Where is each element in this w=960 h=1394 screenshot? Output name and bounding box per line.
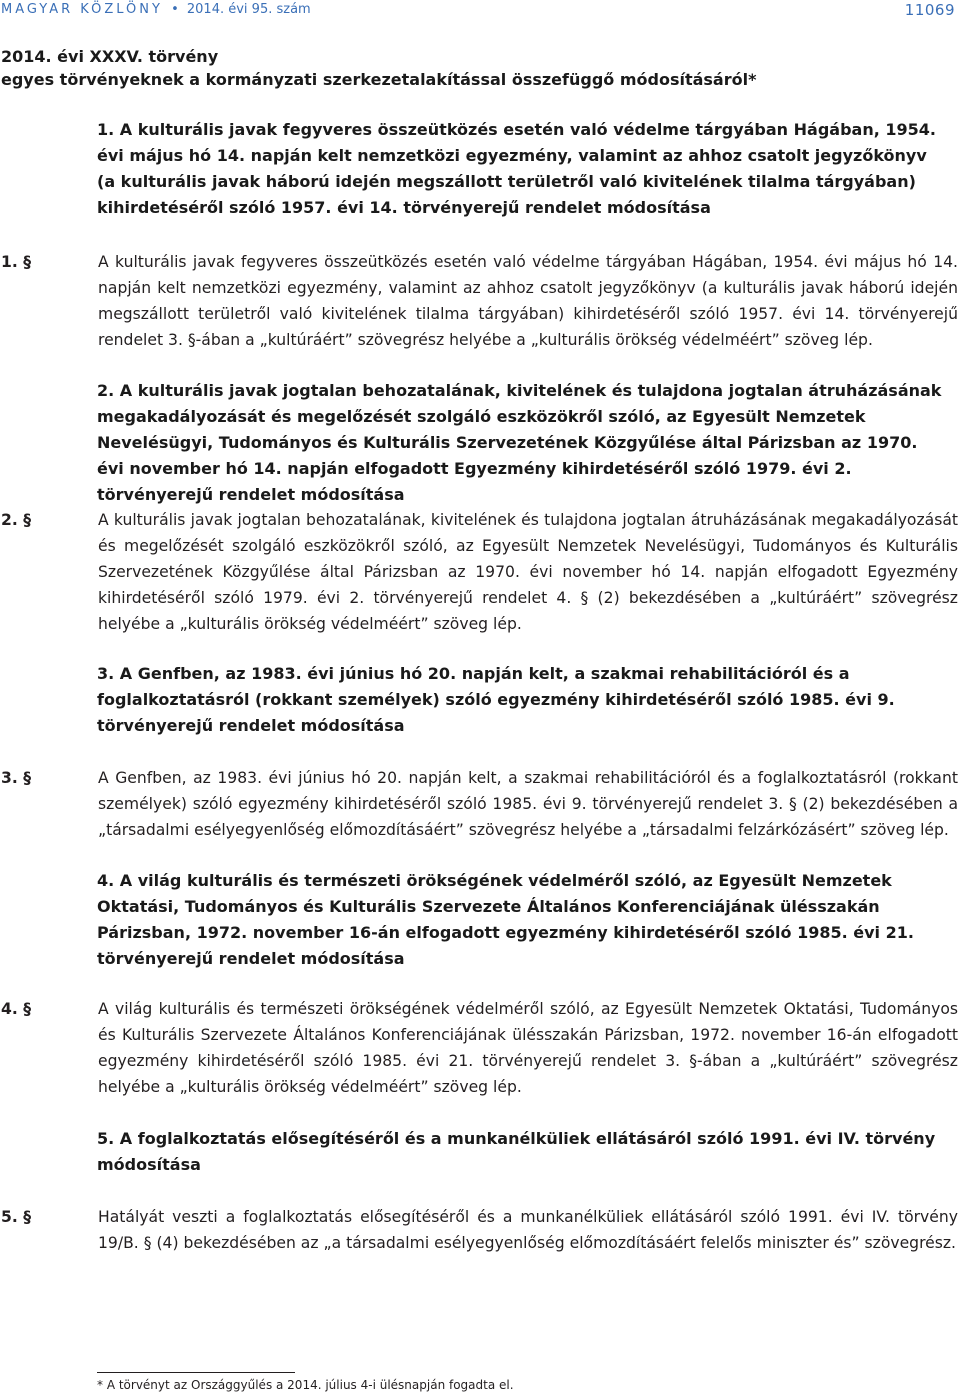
law-title <box>1 45 931 91</box>
page-header <box>1 1 955 19</box>
footnote-divider <box>97 1372 295 1373</box>
paragraph-2 <box>1 507 958 637</box>
paragraph-text-4: A világ kulturális és természeti örökségének védelméről szóló, az Egyesült Nemzetek Oktatási, Tudományos és Kulturális Szervezete Általános Konferenciájának ülésszakán Párizsban, 1972. november 16-án elfogadott egyezmény kihirdetéséről szóló 1985. évi 21. törvényerejű rendelet 3. §-ában a „kultúráért” szövegrész helyébe a „kulturális örökség védelméért” szöveg lép. <box>98 1000 958 1096</box>
paragraph-3 <box>1 765 958 843</box>
header-separator: • <box>171 2 179 17</box>
paragraph-text-1: A kulturális javak fegyveres összeütközés esetén való védelme tárgyában Hágában, 1954. évi május hó 14. napján kelt nemzetközi egyezmény, valamint az ahhoz csatolt jegyzőkönyv (a kulturális javak háború idején megszállott területről való kivitelének tilalma tárgyában) kihirdetéséről szóló 1957. évi 14. törvényerejű rendelet 3. §-ában a „kultúráért” szövegrész helyébe a „kulturális örökség védelméért” szöveg lép. <box>98 253 958 349</box>
section-heading-2: 2. A kulturális javak jogtalan behozatalának, kivitelének és tulajdona jogtalan átruházásának megakadályozását és megelőzését szolgáló eszközökről szóló, az Egyesült Nemzetek Nevelésügyi, Tudományos és Kulturális Szervezetének Közgyűlése által Párizsban az 1970. évi november hó 14. napján elfogadott Egyezmény kihirdetéséről szóló 1979. évi 2. törvényerejű rendelet módosítása <box>97 381 942 504</box>
paragraph-1 <box>1 249 958 353</box>
paragraph-text-3: A Genfben, az 1983. évi június hó 20. napján kelt, a szakmai rehabilitációról és a foglalkoztatásról (rokkant személyek) szóló egyezmény kihirdetéséről szóló 1985. évi 9. törvényerejű rendelet 3. § (2) bekezdésében a „társadalmi esélyegyenlőség előmozdításáért” szövegrész helyébe a „társadalmi felzárkózásért” szöveg lép. <box>98 769 958 839</box>
paragraph-text-5: Hatályát veszti a foglalkoztatás elősegítéséről és a munkanélküliek ellátásáról szóló 1991. évi IV. törvény 19/B. § (4) bekezdésében az „a társadalmi esélyegyenlőség előmozdításáért felelős miniszter és” szövegrész. <box>98 1208 958 1252</box>
section-heading-4: 4. A világ kulturális és természeti örökségének védelméről szóló, az Egyesült Nemzetek Oktatási, Tudományos és Kulturális Szervezete Általános Konferenciájának ülésszakán Párizsban, 1972. november 16-án elfogadott egyezmény kihirdetéséről szóló 1985. évi 21. törvényerejű rendelet módosítása <box>97 871 914 968</box>
paragraph-number-3: 3. § <box>1 769 31 787</box>
paragraph-number-2: 2. § <box>1 511 31 529</box>
paragraph-number-5: 5. § <box>1 1208 31 1226</box>
section-heading-3: 3. A Genfben, az 1983. évi június hó 20. napján kelt, a szakmai rehabilitációról és a foglalkoztatásról (rokkant személyek) szóló egyezmény kihirdetéséről szóló 1985. évi 9. törvényerejű rendelet módosítása <box>97 664 895 735</box>
law-title-number: 2014. évi XXXV. törvény <box>1 47 219 66</box>
paragraph-number-1: 1. § <box>1 253 31 271</box>
footnote: * A törvényt az Országgyűlés a 2014. július 4-i ülésnapján fogadta el. <box>97 1378 514 1392</box>
issue-label: 2014. évi 95. szám <box>186 2 311 17</box>
paragraph-5 <box>1 1204 958 1256</box>
journal-name: MAGYAR KÖZLÖNY <box>1 2 163 17</box>
paragraph-number-4: 4. § <box>1 1000 31 1018</box>
law-title-subject: egyes törvényeknek a kormányzati szerkezetalakítással összefüggő módosításáról* <box>1 70 757 89</box>
section-heading-1: 1. A kulturális javak fegyveres összeütközés esetén való védelme tárgyában Hágában, 1954. évi május hó 14. napján kelt nemzetközi egyezmény, valamint az ahhoz csatolt jegyzőkönyv (a kulturális javak háború idején megszállott területről való kivitelének tilalma tárgyában) kihirdetéséről szóló 1957. évi 14. törvényerejű rendelet módosítása <box>97 120 936 217</box>
paragraph-text-2: A kulturális javak jogtalan behozatalának, kivitelének és tulajdona jogtalan átruházásának megakadályozását és megelőzését szolgáló eszközökről szóló, az Egyesült Nemzetek Nevelésügyi, Tudományos és Kulturális Szervezetének Közgyűlése által Párizsban az 1970. évi november hó 14. napján elfogadott Egyezmény kihirdetéséről szóló 1979. évi 2. törvényerejű rendelet 4. § (2) bekezdésében a „kultúráért” szövegrész helyébe a „kulturális örökség védelméért” szöveg lép. <box>98 511 958 633</box>
page-number: 11069 <box>904 1 955 19</box>
paragraph-4 <box>1 996 958 1100</box>
section-heading-5: 5. A foglalkoztatás elősegítéséről és a munkanélküliek ellátásáról szóló 1991. évi IV. törvény módosítása <box>97 1129 936 1174</box>
